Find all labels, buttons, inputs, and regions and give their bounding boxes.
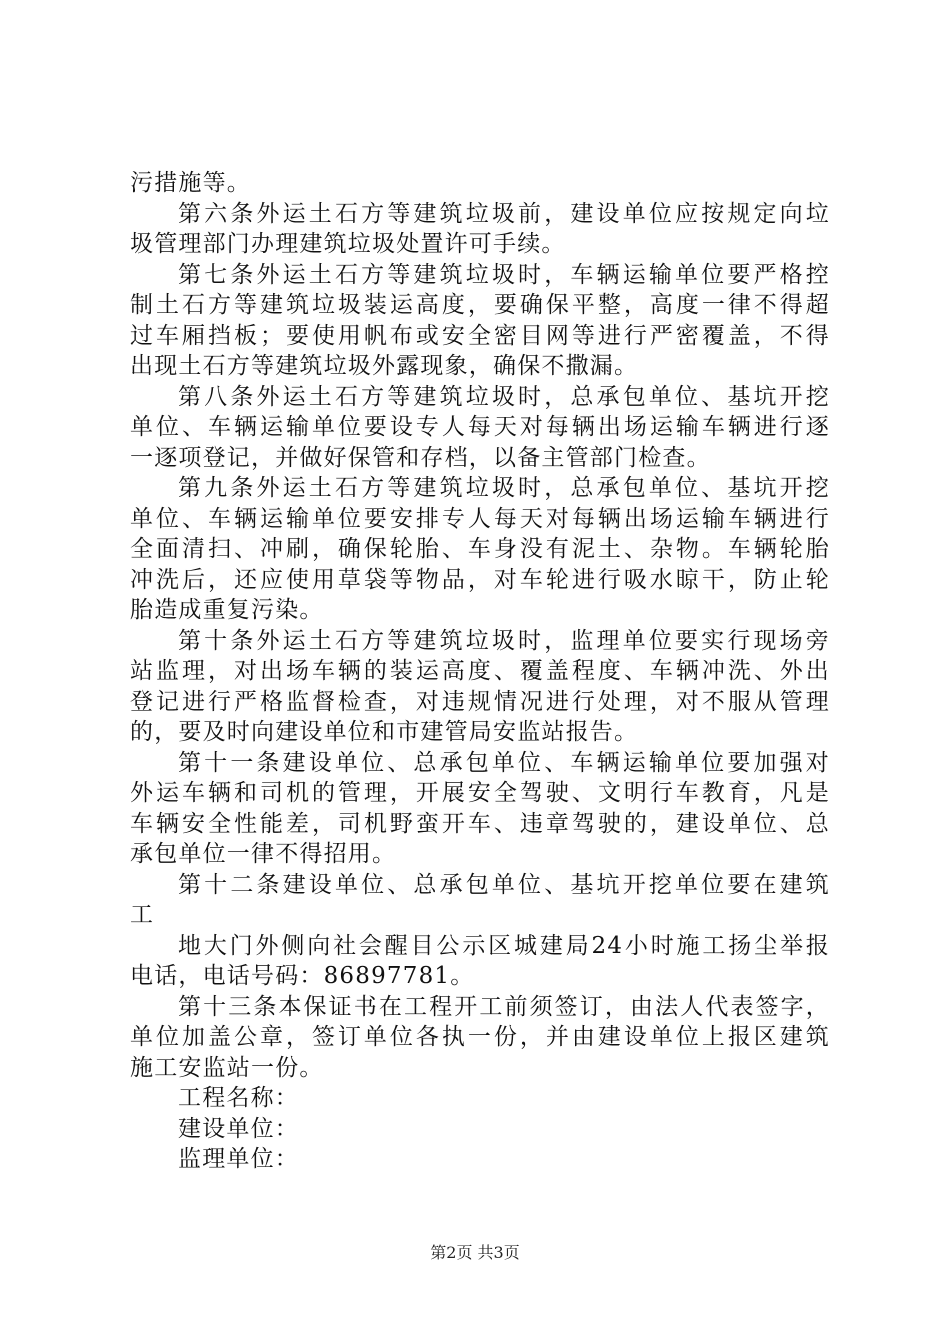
document-body: [130, 168, 830, 1175]
text-line: 地大门外侧向社会醒目公示区城建局24小时施工扬尘举报: [178, 932, 830, 959]
text-line: 制土石方等建筑垃圾装运高度，要确保平整，高度一律不得超: [130, 292, 830, 318]
text-line: 污措施等。: [130, 170, 251, 196]
text-line: 外运车辆和司机的管理，开展安全驾驶、文明行车教育，凡是: [130, 780, 830, 806]
text-line: 监理单位：: [178, 1146, 299, 1172]
text-line: 站监理，对出场车辆的装运高度、覆盖程度、车辆冲洗、外出: [130, 658, 830, 684]
text-line: 胎造成重复污染。: [130, 597, 324, 623]
text-line: 单位、车辆运输单位要设专人每天对每辆出场运输车辆进行逐: [130, 414, 830, 440]
text-line: 电话，电话号码：86897781。: [130, 963, 475, 989]
text-line: 第八条外运土石方等建筑垃圾时，总承包单位、基坑开挖: [178, 383, 830, 410]
text-line: 一逐项登记，并做好保管和存档，以备主管部门检查。: [130, 444, 711, 471]
text-line: 登记进行严格监督检查，对违规情况进行处理，对不服从管理: [130, 688, 830, 715]
page-footer: 第2页 共3页: [430, 1243, 520, 1262]
text-line: 过车厢挡板；要使用帆布或安全密目网等进行严密覆盖，不得: [130, 322, 830, 349]
text-line: 全面清扫、冲刷，确保轮胎、车身没有泥土、杂物。车辆轮胎: [130, 536, 830, 562]
text-line: 第九条外运土石方等建筑垃圾时，总承包单位、基坑开挖: [178, 475, 830, 501]
text-line: 第十二条建设单位、总承包单位、基坑开挖单位要在建筑: [178, 871, 830, 898]
text-line: 第七条外运土石方等建筑垃圾时，车辆运输单位要严格控: [178, 261, 830, 288]
text-line: 车辆安全性能差，司机野蛮开车、违章驾驶的，建设单位、总: [130, 810, 830, 837]
text-line: 承包单位一律不得招用。: [130, 841, 397, 867]
text-line: 冲洗后，还应使用草袋等物品，对车轮进行吸水晾干，防止轮: [130, 566, 830, 593]
text-line: 第十条外运土石方等建筑垃圾时，监理单位要实行现场旁: [178, 627, 830, 654]
text-line: 建设单位：: [178, 1115, 299, 1142]
text-line: 工: [130, 902, 155, 928]
text-line: 出现土石方等建筑垃圾外露现象，确保不撒漏。: [130, 353, 639, 379]
text-line: 工程名称：: [178, 1085, 299, 1111]
text-line: 单位、车辆运输单位要安排专人每天对每辆出场运输车辆进行: [130, 505, 830, 532]
text-line: 第十三条本保证书在工程开工前须签订，由法人代表签字，: [178, 993, 830, 1020]
text-line: 圾管理部门办理建筑垃圾处置许可手续。: [130, 231, 566, 257]
text-line: 单位加盖公章，签订单位各执一份，并由建设单位上报区建筑: [130, 1024, 830, 1050]
text-line: 第六条外运土石方等建筑垃圾前，建设单位应按规定向垃: [178, 200, 830, 227]
text-line: 第十一条建设单位、总承包单位、车辆运输单位要加强对: [178, 749, 830, 776]
text-line: 的，要及时向建设单位和市建管局安监站报告。: [130, 719, 639, 745]
text-line: 施工安监站一份。: [130, 1054, 324, 1081]
